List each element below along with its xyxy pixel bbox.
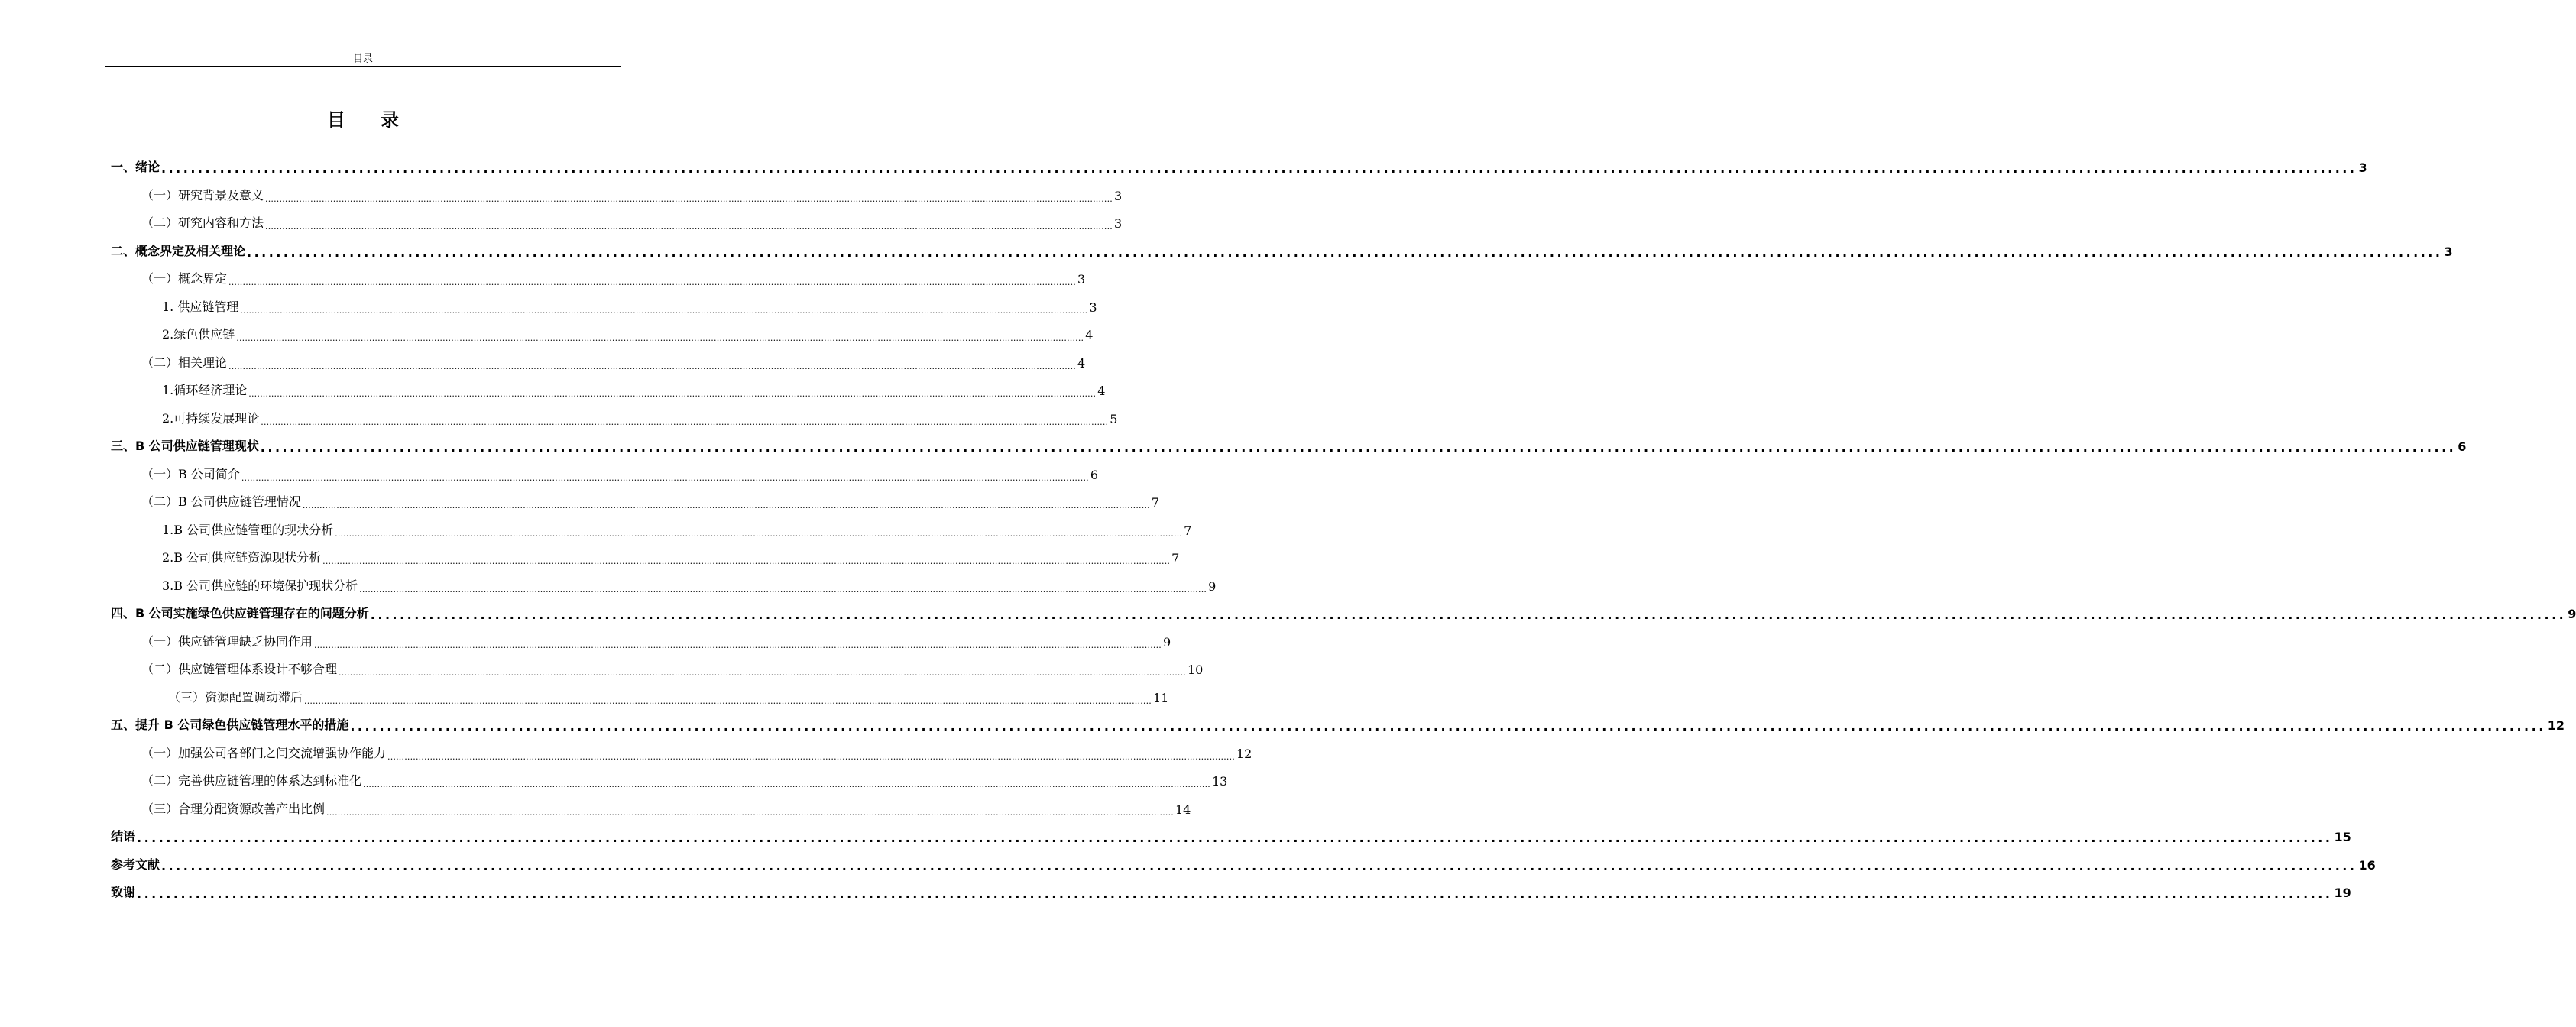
toc-entry-label: （一）供应链管理缺乏协同作用	[141, 633, 313, 649]
toc-page-number: 15	[2334, 830, 2351, 844]
toc-entry[interactable]	[141, 797, 1191, 818]
toc-page-number: 4	[1085, 328, 1094, 342]
toc-entry-label: （二）B 公司供应链管理情况	[141, 494, 301, 509]
toc-dot-leader: ............................................................................................................................................................................................................................................................................................................	[322, 556, 1171, 566]
toc-dot-leader: ............................................................................................................................................................................................................................................................................................................	[161, 858, 2357, 873]
toc-page-number: 11	[1153, 690, 1169, 705]
toc-page-number: 12	[1236, 746, 1252, 761]
page-title: 目录	[327, 109, 434, 131]
toc-page-number: 3	[1114, 216, 1123, 231]
toc-entry-label: 1.循环经济理论	[162, 383, 248, 397]
toc-entry-label: （三）合理分配资源改善产出比例	[141, 801, 326, 816]
toc-entry-label: 五、提升 B 公司绿色供应链管理水平的措施	[111, 718, 349, 732]
toc-dot-leader: ............................................................................................................................................................................................................................................................................................................	[326, 807, 1174, 818]
toc-dot-leader: ............................................................................................................................................................................................................................................................................................................	[302, 501, 1150, 510]
toc-page-number: 9	[2568, 607, 2576, 621]
toc-dot-leader: ............................................................................................................................................................................................................................................................................................................	[363, 779, 1210, 789]
toc-dot-leader: ............................................................................................................................................................................................................................................................................................................	[236, 333, 1084, 343]
toc-entry[interactable]	[162, 546, 1180, 566]
toc-dot-leader: ............................................................................................................................................................................................................................................................................................................	[265, 222, 1113, 232]
toc-page-number: 7	[1184, 523, 1192, 538]
toc-entry[interactable]	[141, 769, 1228, 789]
toc-entry-label: （二）供应链管理体系设计不够合理	[141, 662, 338, 676]
toc-entry[interactable]	[162, 378, 1106, 399]
toc-entry[interactable]	[111, 713, 2565, 734]
toc-dot-leader: ............................................................................................................................................................................................................................................................................................................	[335, 528, 1183, 539]
toc-page-number: 12	[2547, 718, 2565, 733]
toc-entry-label: 2.绿色供应链	[162, 327, 235, 342]
toc-page-number: 3	[2358, 160, 2367, 175]
toc-dot-leader: ............................................................................................................................................................................................................................................................................................................	[240, 305, 1088, 316]
toc-page-number: 10	[1188, 663, 1204, 677]
toc-dot-leader: ............................................................................................................................................................................................................................................................................................................	[314, 640, 1162, 650]
toc-entry-label: 3.B 公司供应链的环境保护现状分析	[162, 578, 358, 593]
toc-entry[interactable]	[141, 183, 1123, 204]
toc-entry-label: （二）相关理论	[141, 355, 228, 370]
toc-dot-leader: ............................................................................................................................................................................................................................................................................................................	[370, 607, 2567, 622]
toc-entry-label: 1.B 公司供应链管理的现状分析	[162, 522, 334, 537]
toc-page-number: 16	[2358, 857, 2376, 873]
toc-dot-leader: ............................................................................................................................................................................................................................................................................................................	[228, 277, 1076, 287]
toc-page-number: 19	[2334, 886, 2351, 900]
toc-entry-label: 二、概念界定及相关理论	[111, 243, 246, 258]
toc-page-number: 7	[1171, 551, 1180, 565]
toc-entry[interactable]	[141, 267, 1086, 287]
toc-page-number: 9	[1208, 578, 1217, 594]
toc-dot-leader: ............................................................................................................................................................................................................................................................................................................	[137, 831, 2333, 845]
toc-dot-leader: ............................................................................................................................................................................................................................................................................................................	[359, 584, 1207, 594]
toc-dot-leader: ............................................................................................................................................................................................................................................................................................................	[260, 440, 2457, 455]
toc-entry-label: （一）研究背景及意义	[141, 187, 264, 202]
toc-entry[interactable]	[111, 239, 2453, 260]
toc-entry-label: 2.B 公司供应链资源现状分析	[162, 550, 322, 565]
toc-entry-label: （三）资源配置调动滞后	[168, 689, 303, 705]
toc-entry[interactable]	[141, 351, 1086, 371]
toc-page-number: 3	[1077, 272, 1086, 287]
toc-page-number: 3	[1089, 300, 1097, 315]
toc-dot-leader: ............................................................................................................................................................................................................................................................................................................	[137, 886, 2333, 901]
toc-entry[interactable]	[111, 601, 2576, 622]
toc-entry[interactable]	[111, 434, 2467, 455]
toc-entry[interactable]	[168, 685, 1169, 706]
toc-page-number: 13	[1212, 774, 1228, 789]
toc-page-number: 3	[2444, 244, 2453, 259]
toc-entry[interactable]	[111, 880, 2351, 901]
toc-entry[interactable]	[111, 825, 2351, 845]
toc-entry[interactable]	[162, 295, 1097, 316]
toc-dot-leader: ............................................................................................................................................................................................................................................................................................................	[265, 193, 1113, 204]
toc-page-number: 9	[1163, 634, 1171, 650]
toc-entry[interactable]	[111, 853, 2376, 873]
toc-dot-leader: ............................................................................................................................................................................................................................................................................................................	[241, 472, 1089, 483]
toc-page-number: 7	[1151, 495, 1160, 510]
toc-page-number: 5	[1110, 411, 1118, 426]
toc-dot-leader: ............................................................................................................................................................................................................................................................................................................	[261, 416, 1109, 427]
toc-dot-leader: ............................................................................................................................................................................................................................................................................................................	[350, 719, 2546, 734]
toc-entry[interactable]	[162, 518, 1192, 539]
toc-dot-leader: ............................................................................................................................................................................................................................................................................................................	[339, 668, 1186, 678]
toc-entry-label: 2.可持续发展理论	[162, 410, 260, 426]
toc-entry-label: （一）B 公司简介	[141, 466, 240, 481]
toc-entry-label: 1. 供应链管理	[162, 299, 239, 314]
toc-dot-leader: ............................................................................................................................................................................................................................................................................................................	[248, 389, 1097, 399]
toc-page-number: 14	[1175, 802, 1191, 817]
toc-page-number: 4	[1097, 384, 1106, 398]
page-header: 目录	[352, 53, 373, 65]
toc-entry[interactable]	[111, 155, 2367, 176]
toc-dot-leader: ............................................................................................................................................................................................................................................................................................................	[161, 161, 2357, 176]
toc-page-number: 6	[2458, 439, 2467, 454]
toc-entry[interactable]	[162, 574, 1217, 594]
toc-entry-label: （一）概念界定	[141, 271, 228, 286]
toc-entry-label: 致谢	[111, 885, 136, 899]
toc-page-number: 4	[1077, 355, 1086, 371]
toc-entry-label: 四、B 公司实施绿色供应链管理存在的问题分析	[111, 606, 369, 620]
toc-entry[interactable]	[141, 462, 1099, 483]
toc-entry-label: （二）完善供应链管理的体系达到标准化	[141, 773, 362, 788]
toc-entry[interactable]	[162, 322, 1094, 343]
toc-page-number: 3	[1114, 188, 1123, 203]
toc-entry[interactable]	[141, 741, 1252, 762]
toc-entry[interactable]	[141, 657, 1204, 678]
toc-entry[interactable]	[141, 490, 1160, 510]
toc-dot-leader: ............................................................................................................................................................................................................................................................................................................	[304, 695, 1152, 706]
toc-entry-label: 一、绪论	[111, 160, 160, 174]
toc-entry[interactable]	[141, 211, 1123, 232]
toc-entry[interactable]	[141, 630, 1171, 650]
toc-entry-label: 结语	[111, 829, 136, 844]
toc-entry-label: 参考文献	[111, 857, 160, 872]
toc-dot-leader: ............................................................................................................................................................................................................................................................................................................	[247, 245, 2443, 260]
toc-page-number: 6	[1090, 467, 1099, 482]
toc-entry-label: 三、B 公司供应链管理现状	[111, 439, 259, 453]
toc-entry-label: （一）加强公司各部门之间交流增强协作能力	[141, 745, 387, 760]
toc-entry-label: （二）研究内容和方法	[141, 215, 264, 230]
toc-dot-leader: ............................................................................................................................................................................................................................................................................................................	[387, 751, 1235, 762]
toc-entry[interactable]	[162, 407, 1118, 427]
toc-dot-leader: ............................................................................................................................................................................................................................................................................................................	[228, 361, 1076, 371]
